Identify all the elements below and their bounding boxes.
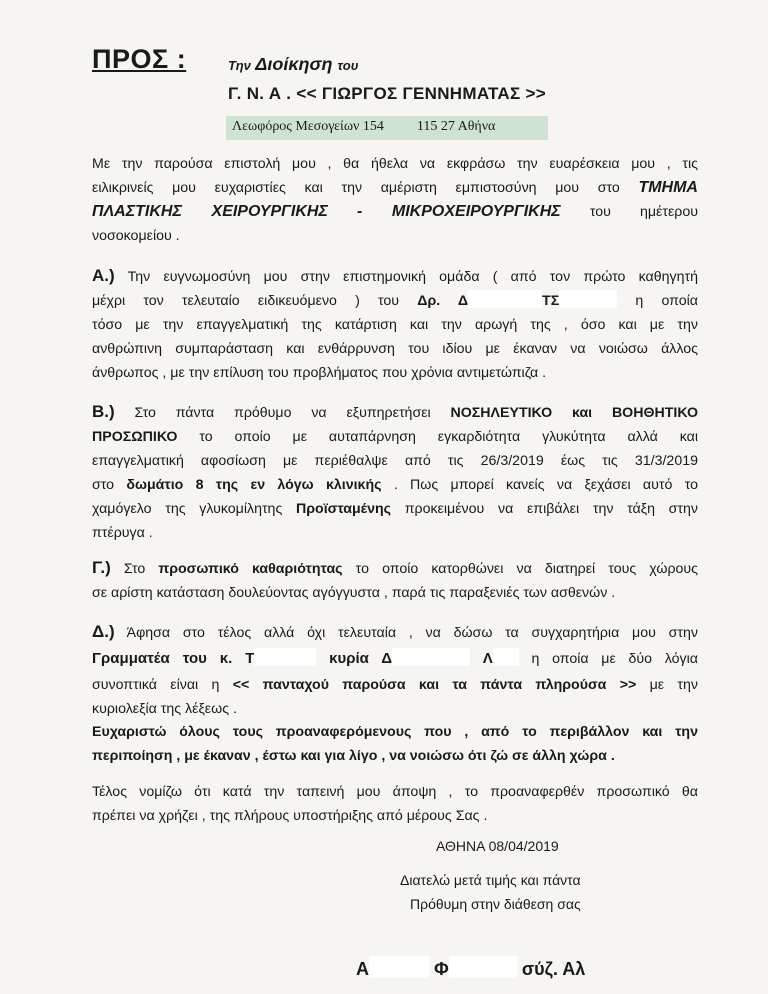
regards-line-2: Πρόθυμη στην διάθεση σας xyxy=(410,896,581,912)
quote: << πανταχού παρούσα και τα πάντα πληρούσα >> xyxy=(232,677,637,693)
section-b-line-5-head: χαμόγελο της γλυκομίλητης xyxy=(92,501,283,517)
room-number: δωμάτιο 8 της εν λόγω κλινικής xyxy=(126,477,382,493)
recipient-prefix: Την xyxy=(228,58,251,73)
section-b-line-1 xyxy=(92,400,698,425)
cleaning-staff: προσωπικό καθαριότητας xyxy=(158,561,343,577)
street-address: Λεωφόρος Μεσογείων 154 xyxy=(232,119,384,134)
redaction-box xyxy=(493,648,519,666)
intro-line-2 xyxy=(92,176,698,200)
redaction-box xyxy=(468,290,542,308)
closing-paragraph xyxy=(92,780,698,828)
date-line: ΑΘΗΝΑ 08/04/2019 xyxy=(436,838,559,854)
signature-part-2: Φ xyxy=(434,959,449,979)
intro-line-2-text: ειλικρινείς μου ευχαριστίες και την αμέριστη εμπιστοσύνη μου στο xyxy=(92,180,620,196)
section-c-line-1-head: Στο xyxy=(123,561,146,577)
department-name-2: - ΜΙΚΡΟΧΕΙΡΟΥΡΓΙΚΗΣ xyxy=(356,203,561,220)
section-b-line-1-text: Στο πάντα πρόθυμο να εξυπηρετήσει xyxy=(134,405,431,421)
section-d-label: Δ.) xyxy=(92,622,115,641)
section-a-line-2-tail: η οποία xyxy=(635,293,699,309)
recipient-name: Διοίκηση xyxy=(255,54,333,74)
section-a-line-1-text: Την ευγνωμοσύνη μου στην επιστημονική ομάδα ( από τον πρώτο καθηγητή xyxy=(127,269,698,285)
section-b-line-6: πτέρυγα . xyxy=(92,525,153,541)
recipient-line xyxy=(228,54,358,75)
section-a-line-2-text: μέχρι τον τελευταίο ειδικευόμενο ) του xyxy=(92,293,400,309)
redaction-box xyxy=(369,956,429,978)
section-d-line-1 xyxy=(92,620,698,645)
head-nurse: Προϊσταμένης xyxy=(296,501,392,517)
section-d xyxy=(92,620,698,721)
signature-part-1: Α xyxy=(356,959,369,979)
to-heading: ΠΡΟΣ : xyxy=(92,44,187,74)
section-d-line-4: κυριολεξία της λέξεως . xyxy=(92,701,237,717)
section-b-line-5-tail: προκειμένου να επιβάλει την τάξη στην xyxy=(404,501,698,517)
recipient-suffix: του xyxy=(337,58,359,73)
section-a-line-2 xyxy=(92,289,698,313)
section-d-line-2-tail: η οποία με δύο λόγια xyxy=(531,651,698,667)
section-d-line-2 xyxy=(92,645,698,673)
section-a-line-4: ανθρώπινη συμπαράσταση και ενθάρρυνση του ιδίου με έκαναν να νοιώσω άλλος xyxy=(92,341,698,357)
nursing-staff: ΝΟΣΗΛΕΥΤΙΚΟ και ΒΟΗΘΗΤΙΚΟ xyxy=(450,405,698,421)
section-b-line-2-text: το οποίο με αυταπάρνηση εγκαρδιότητα γλυκύτητα αλλά και xyxy=(199,429,698,445)
section-a xyxy=(92,264,698,385)
intro-line-1: Με την παρούσα επιστολή μου , θα ήθελα να εκφράσω την ευαρέσκεια μου , τις xyxy=(92,156,698,172)
section-d-line-3-tail: με την xyxy=(649,677,698,693)
section-a-line-1 xyxy=(92,264,698,289)
secretary-title: Γραμματέα του κ. Τ xyxy=(92,650,255,667)
section-c-line-2: σε αρίστη κατάσταση δουλεύοντας αγόγγυστα , παρά τις παραξενιές των ασθενών . xyxy=(92,585,616,601)
secretary-name-2: Λ xyxy=(482,650,493,667)
department-name-1: ΠΛΑΣΤΙΚΗΣ ΧΕΙΡΟΥΡΓΙΚΗΣ xyxy=(92,203,328,220)
thanks-line-1: Ευχαριστώ όλους τους προαναφερόμενους που , από το περιβάλλον και την xyxy=(92,724,698,740)
closing-line-2: πρέπει να χρήζει , της πλήρους υποστήριξης από μέρους Σας . xyxy=(92,808,488,824)
postal-city: 115 27 Αθήνα xyxy=(416,119,496,134)
personnel-word: ΠΡΟΣΩΠΙΚΟ xyxy=(92,429,178,445)
section-c-label: Γ.) xyxy=(92,558,111,577)
section-b-line-5 xyxy=(92,497,698,521)
section-a-line-5: άνθρωπος , με την επίλυση του προβλήματος που χρόνια αντιμετώπιζα . xyxy=(92,365,547,381)
section-b-label: Β.) xyxy=(92,402,115,421)
section-d-line-3 xyxy=(92,673,698,697)
section-b xyxy=(92,400,698,545)
intro-line-3 xyxy=(92,200,698,224)
hospital-name: Γ. Ν. Α . << ΓΙΩΡΓΟΣ ΓΕΝΝΗΜΑΤΑΣ >> xyxy=(228,84,546,103)
redaction-box xyxy=(254,648,316,666)
section-a-label: Α.) xyxy=(92,266,115,285)
section-b-line-4-head: στο xyxy=(92,477,115,493)
signature-line xyxy=(356,956,585,980)
section-c xyxy=(92,556,698,605)
address-line xyxy=(232,119,495,135)
section-b-line-2 xyxy=(92,425,698,449)
redaction-box xyxy=(392,648,470,666)
section-d-line-3-head: συνοπτικά είναι η xyxy=(92,677,220,693)
doctor-name-part-1: Δρ. Δ xyxy=(417,293,469,309)
secretary-name-1: κυρία Δ xyxy=(329,650,393,667)
section-b-line-4-tail: . Πως μπορεί κανείς να ξεχάσει αυτό το xyxy=(393,477,698,493)
redaction-box xyxy=(559,290,617,308)
closing-line-1: Τέλος νομίζω ότι κατά την ταπεινή μου άποψη , το προαναφερθέν προσωπικό θα xyxy=(92,784,698,800)
section-b-line-4 xyxy=(92,473,698,497)
section-c-line-1-tail: το οποίο κατορθώνει να διατηρεί τους χώρους xyxy=(355,561,698,577)
intro-line-3-tail: του ημέτερου xyxy=(589,204,698,220)
thanks-line-2: περιποίηση , με έκαναν , έστω και για λίγο , να νοιώσω ότι ζώ σε άλλη χώρα . xyxy=(92,748,615,764)
section-c-line-1 xyxy=(92,556,698,581)
section-d-line-1-text: Άφησα στο τέλος αλλά όχι τελευταία , να δώσω τα συγχαρητήρια μου στην xyxy=(126,625,698,641)
section-b-line-3: επαγγελματική αφοσίωση με περιέθαλψε από τις 26/3/2019 έως τις 31/3/2019 xyxy=(92,453,698,469)
regards-line-1: Διατελώ μετά τιμής και πάντα xyxy=(400,872,581,888)
redaction-box xyxy=(449,956,517,978)
intro-line-4: νοσοκομείου . xyxy=(92,228,180,244)
doctor-name-part-2: ΤΣ xyxy=(542,293,560,309)
intro-paragraph xyxy=(92,152,698,248)
thanks-paragraph xyxy=(92,720,698,768)
signature-part-3: σύζ. Αλ xyxy=(521,959,586,979)
section-a-line-3: τόσο με την επαγγελματική της κατάρτιση και την αρωγή της , όσο και με την xyxy=(92,317,698,333)
department-word: ΤΜΗΜΑ xyxy=(638,179,698,196)
